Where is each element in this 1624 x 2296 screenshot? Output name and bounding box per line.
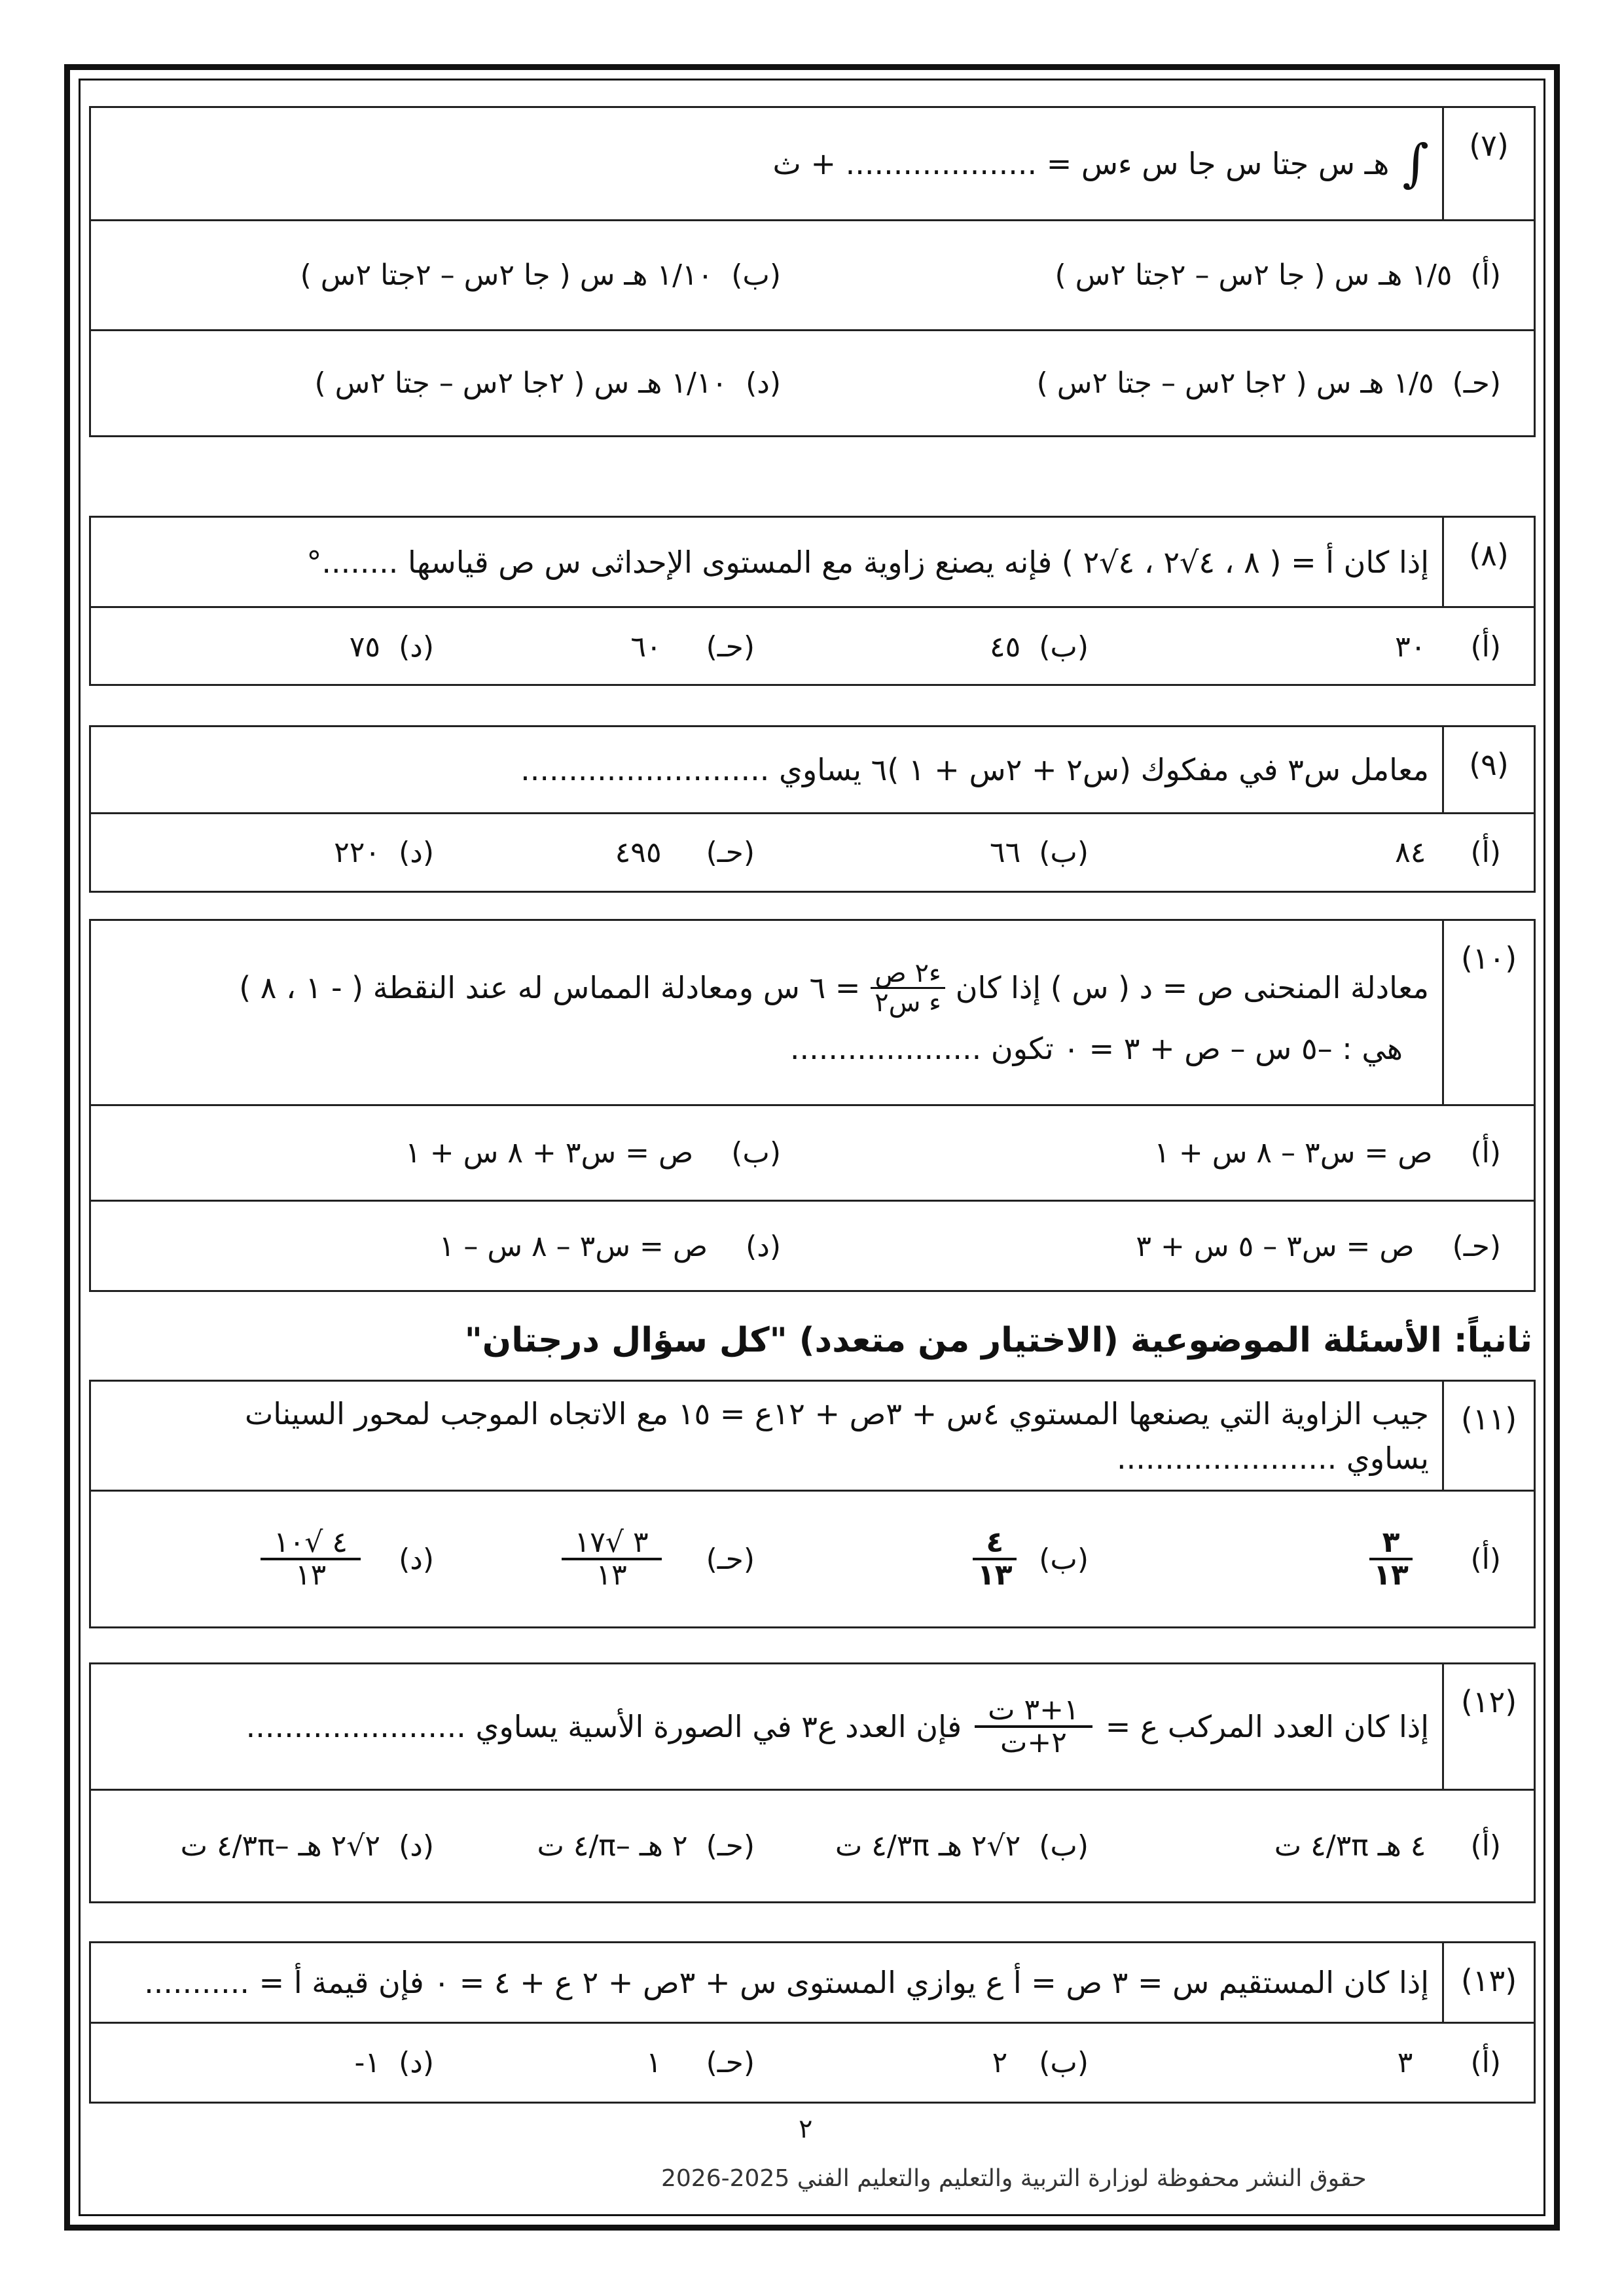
question-number: (١٠) [1442, 921, 1534, 1104]
question-8 [89, 516, 1536, 686]
question-10-stem-row [91, 921, 1534, 1104]
question-7-stem-row [91, 108, 1534, 219]
question-9-stem-row [91, 727, 1534, 812]
option-a[interactable]: (أ) ١/٥ هـ س ( جا ٢س – ٢جتا ٢س ) [1055, 259, 1501, 292]
integral-sign-icon: ∫ [1402, 134, 1429, 193]
options-row [91, 812, 1534, 891]
question-12 [89, 1662, 1536, 1903]
page-number: ٢ [799, 2114, 813, 2144]
option-c[interactable]: (حـ) ٤٩٥ [615, 836, 755, 869]
question-number: (١٣) [1442, 1943, 1534, 2022]
option-d[interactable]: (د) ص = س٣ – ٨ س – ١ [439, 1230, 781, 1263]
options-row [91, 1200, 1534, 1291]
option-a[interactable]: (أ) ص = س٣ – ٨ س + ١ [1154, 1136, 1501, 1170]
question-9 [89, 725, 1536, 893]
question-13 [89, 1941, 1536, 2104]
complex-fraction: $\frac{\text{١+٣ ت}}{\text{٢+ت}}$ [975, 1695, 1092, 1758]
option-b[interactable]: (ب) ص = س٣ + ٨ س + ١ [405, 1136, 781, 1170]
options-row [91, 1789, 1534, 1901]
option-d[interactable]: (د) ١/١٠ هـ س ( ٢جا ٢س – جتا ٢س ) [314, 367, 781, 400]
options-row [91, 606, 1534, 686]
question-7 [89, 106, 1536, 437]
question-stem: معامل س٣ في مفكوك (س٢ + ٢س + ١ )٦ يساوي .......................... [520, 752, 1429, 787]
question-10 [89, 919, 1536, 1292]
option-a[interactable]: (أ) ٨٤ [1395, 836, 1501, 869]
question-number: (٧) [1442, 108, 1534, 219]
copyright-footer: حقوق النشر محفوظة لوزارة التربية والتعليم والتعليم الفني 2025-2026 [661, 2165, 1367, 2192]
option-a[interactable]: (أ) $\frac{٣}{١٣}$ [1365, 1492, 1501, 1626]
option-b[interactable]: (ب) $\frac{٤}{١٣}$ [969, 1492, 1089, 1626]
option-c[interactable]: (حـ) ٦٠ [630, 630, 755, 664]
options-row [91, 329, 1534, 435]
option-d[interactable]: (د) ٢√٢ هـ –٣π/٤ ت [180, 1829, 434, 1863]
question-number: (٨) [1442, 518, 1534, 606]
option-c[interactable]: (حـ) $\frac{٣ √١٧}{١٣}$ [558, 1492, 755, 1626]
question-12-stem-row [91, 1664, 1534, 1789]
option-c[interactable]: (حـ) ١ [645, 2046, 755, 2079]
question-number: (١١) [1442, 1382, 1534, 1490]
stem-line-1: معادلة المنحنى ص = د ( س ) إذا كان $\frac{\text{ء٢ ص}}{\text{ء س٢}}$ = ٦ س ومعادلة المماس له عند النقطة ( - ١ ، ٨ ) [239, 958, 1429, 1018]
question-number: (٩) [1442, 727, 1534, 812]
option-b[interactable]: (ب) ٢ [992, 2046, 1089, 2079]
option-a[interactable]: (أ) ٣ [1397, 2046, 1501, 2079]
question-stem: إذا كان المستقيم س = ٣ ص = أ ع يوازي المستوى س + ٣ص + ٢ ع + ٤ = ٠ فإن قيمة أ = ........... [144, 1965, 1429, 2000]
options-row [91, 1490, 1534, 1626]
option-b[interactable]: (ب) ٢√٢ هـ ٣π/٤ ت [835, 1829, 1089, 1863]
option-d[interactable]: (د) ٢٢٠ [334, 836, 434, 869]
question-11 [89, 1380, 1536, 1628]
question-stem: ∫ هـ س جتا س جا س ءس = .................... + ث [772, 134, 1429, 193]
question-13-stem-row [91, 1943, 1534, 2022]
option-c[interactable]: (حـ) ١/٥ هـ س ( ٢جا ٢س – جتا ٢س ) [1036, 367, 1501, 400]
option-a[interactable]: (أ) ٣٠ [1395, 630, 1501, 664]
option-b[interactable]: (ب) ١/١٠ هـ س ( جا ٢س – ٢جتا ٢س ) [300, 259, 781, 292]
stem-line-2: هي : –٥ س – ص + ٣ = ٠ تكون .................... [789, 1030, 1403, 1066]
option-a[interactable]: (أ) ٤ هـ ٣π/٤ ت [1274, 1829, 1501, 1863]
option-b[interactable]: (ب) ٤٥ [989, 630, 1089, 664]
question-stem [104, 921, 1429, 1104]
option-c[interactable]: (حـ) ٢ هـ –π/٤ ت [537, 1829, 755, 1863]
option-c[interactable]: (حـ) ص = س٣ – ٥ س + ٣ [1136, 1230, 1501, 1263]
option-d[interactable]: (د) ٧٥ [349, 630, 434, 664]
options-row [91, 2022, 1534, 2102]
question-stem: إذا كان أ = ( ٨ ، ٤√٢ ، ٤√٢ ) فإنه يصنع زاوية مع المستوى الإحداثى س ص قياسها ........° [306, 544, 1429, 580]
section-title: ثانياً: الأسئلة الموضوعية (الاختيار من متعدد) "كل سؤال درجتان" [464, 1321, 1532, 1360]
question-stem: إذا كان العدد المركب ع = $\frac{\text{١+٣ ت}}{\text{٢+ت}}$ فإن العدد ع٣ في الصورة الأسية يساوي ....................... [245, 1693, 1429, 1759]
question-number: (١٢) [1442, 1664, 1534, 1789]
question-8-stem-row [91, 518, 1534, 606]
question-11-stem-row [91, 1382, 1534, 1490]
options-row [91, 219, 1534, 329]
option-d[interactable]: (د) $\frac{٤ √١٠}{١٣}$ [257, 1492, 434, 1626]
option-b[interactable]: (ب) ٦٦ [989, 836, 1089, 869]
options-row [91, 1104, 1534, 1200]
question-stem: جيب الزاوية التي يصنعها المستوي ٤س + ٣ص + ١٢ع = ١٥ مع الاتجاه الموجب لمحور السينات يساوي ....................... [245, 1395, 1429, 1476]
derivative-fraction: $\frac{\text{ء٢ ص}}{\text{ء س٢}}$ [871, 960, 945, 1016]
option-d[interactable]: (د) ١- [354, 2046, 434, 2079]
